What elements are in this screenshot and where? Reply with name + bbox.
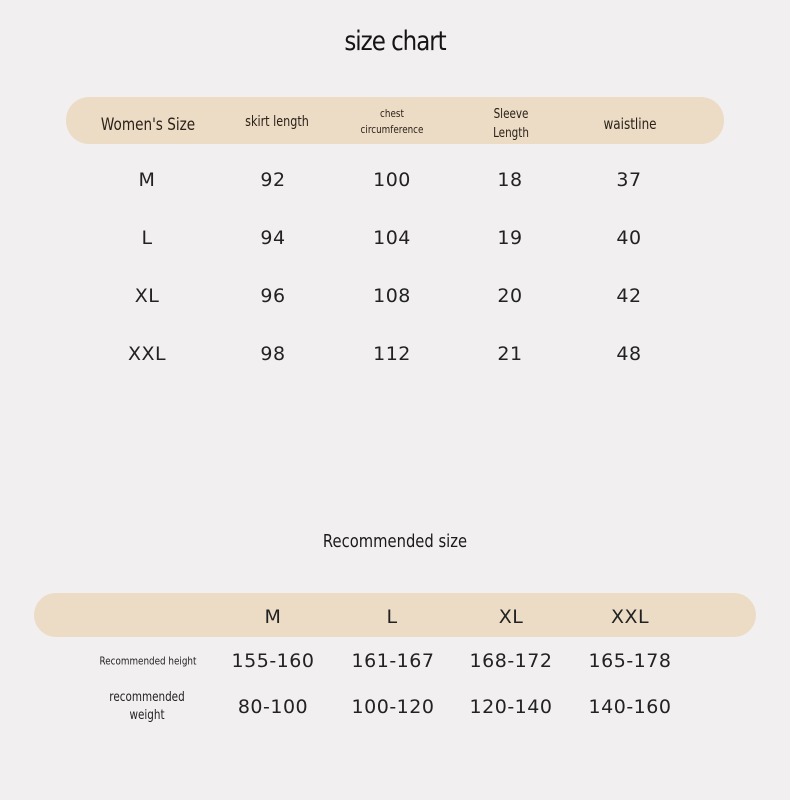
skirt-length-cell: 94 (260, 227, 286, 249)
waistline-cell: 48 (616, 343, 642, 365)
header-chest-line1: chest (380, 107, 404, 120)
waistline-cell: 42 (616, 285, 642, 307)
sleeve-cell: 19 (497, 227, 523, 249)
recommended-size-title: Recommended size (322, 531, 468, 552)
chest-cell: 112 (373, 343, 411, 365)
weight-range-cell: 100-120 (351, 696, 435, 718)
weight-range-cell: 140-160 (588, 696, 672, 718)
height-range-cell: 161-167 (351, 650, 435, 672)
recommended-weight-label (109, 689, 184, 725)
size-cell: XXL (127, 343, 167, 365)
header-skirt-length: skirt length (245, 114, 309, 130)
header-chest-circumference (361, 106, 424, 138)
sleeve-cell: 21 (497, 343, 523, 365)
size-cell: L (141, 227, 153, 249)
recommended-size-xxl: XXL (610, 606, 650, 628)
recommended-height-label: Recommended height (99, 654, 197, 668)
header-sleeve-line2: Length (493, 126, 529, 141)
recommended-size-l: L (386, 606, 398, 628)
height-range-cell: 168-172 (469, 650, 553, 672)
chest-cell: 108 (373, 285, 411, 307)
waistline-cell: 37 (616, 169, 642, 191)
sleeve-cell: 18 (497, 169, 523, 191)
height-range-cell: 165-178 (588, 650, 672, 672)
sleeve-cell: 20 (497, 285, 523, 307)
header-sleeve-line1: Sleeve (493, 107, 529, 122)
header-waistline: waistline (603, 115, 657, 133)
recommended-weight-line1: recommended (109, 690, 185, 705)
recommended-size-xl: XL (498, 606, 524, 628)
recommended-weight-line2: weight (129, 708, 165, 723)
page-title: size chart (344, 26, 446, 57)
height-range-cell: 155-160 (231, 650, 315, 672)
header-sleeve-length (493, 105, 529, 143)
size-cell: XL (134, 285, 160, 307)
chest-cell: 104 (373, 227, 411, 249)
waistline-cell: 40 (616, 227, 642, 249)
recommended-size-m: M (264, 606, 282, 628)
weight-range-cell: 120-140 (469, 696, 553, 718)
skirt-length-cell: 92 (260, 169, 286, 191)
weight-range-cell: 80-100 (237, 696, 309, 718)
size-cell: M (138, 169, 156, 191)
skirt-length-cell: 98 (260, 343, 286, 365)
header-chest-line2: circumference (360, 123, 424, 136)
skirt-length-cell: 96 (260, 285, 286, 307)
header-womens-size: Women's Size (100, 115, 196, 135)
chest-cell: 100 (373, 169, 411, 191)
